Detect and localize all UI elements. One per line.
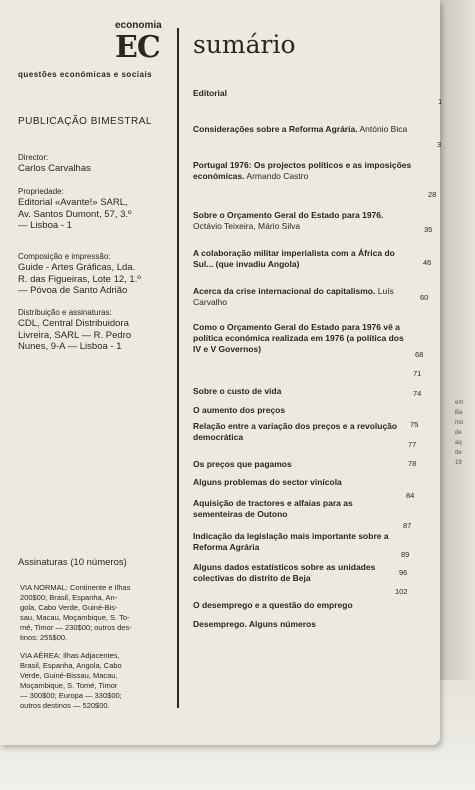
distribution-line: Nunes, 9-A — Lisboa - 1 — [18, 341, 122, 352]
distribution-line: Livreira, SARL — R. Pedro — [18, 329, 132, 341]
entry-title: O aumento dos preços — [193, 405, 286, 415]
page-number: 78 — [408, 459, 417, 468]
page-number: 96 — [399, 568, 408, 577]
owner-line: Av. Santos Dumont, 57, 3.º — [18, 208, 132, 220]
entry-author: António Bica — [359, 124, 408, 134]
page-number: 77 — [408, 440, 417, 449]
page-number: 46 — [423, 258, 432, 267]
masthead-logo: EC — [115, 30, 160, 65]
rate-line: mé, Timor — 230$00; outros des- — [20, 623, 132, 632]
page-number: 28 — [428, 190, 437, 199]
toc-entry — [193, 477, 413, 488]
toc-entry — [193, 498, 393, 520]
toc-entry — [193, 88, 413, 99]
toc-entry — [193, 562, 393, 584]
entry-title: Sobre o Orçamento Geral do Estado para 1976. — [193, 210, 384, 220]
rate-line: — 300$00; Europa — 330$00; — [20, 691, 122, 700]
page-number: 84 — [406, 491, 415, 500]
director-name: Carlos Carvalhas — [18, 163, 91, 174]
printing-line: — Póvoa de Santo Adrião — [18, 285, 128, 296]
toc-entry — [193, 322, 408, 355]
page-number: 74 — [413, 389, 422, 398]
next-page-fragment: em — [455, 400, 464, 406]
page-number: 35 — [424, 225, 433, 234]
toc-entry — [193, 248, 413, 270]
director-block — [18, 152, 173, 175]
page-number: 3 — [437, 140, 442, 149]
toc-entry — [193, 600, 388, 611]
entry-title: A colaboração militar imperialista com a África do Sul... (que invadiu Angola) — [193, 248, 395, 269]
distribution-line: CDL, Central Distribuidora — [18, 318, 129, 329]
entry-title: Alguns dados estatísticos sobre as unidades colectivas do distrito de Beja — [193, 562, 376, 583]
rate-line: VIA NORMAL: Continente e Ilhas — [20, 583, 131, 592]
rate-line: VIA AÉREA: Ilhas Adjacentes, — [20, 651, 120, 660]
toc-entry — [193, 286, 413, 308]
toc-entry — [193, 531, 393, 553]
column-divider — [177, 28, 179, 708]
rate-line: sau, Macau, Moçambique, S. To- — [20, 613, 130, 622]
entry-author: Armando Castro — [246, 171, 309, 181]
toc-entry — [193, 459, 413, 470]
rate-line: tinos: 255$00. — [20, 633, 68, 642]
next-page-fragment: Ba — [455, 410, 463, 416]
next-page-fragment: de — [455, 430, 462, 436]
entry-title: Como o Orçamento Geral do Estado para 1976 vê a política económica realizada em 1976 (a política dos IV e V Governos) — [193, 322, 404, 354]
masthead-subtitle: questões económicas e sociais — [18, 70, 153, 79]
owner-block — [18, 186, 173, 232]
distribution-label: Distribuição e assinaturas: — [18, 308, 112, 317]
toc-entry — [193, 386, 413, 397]
next-page-fragment: de — [455, 450, 462, 456]
printing-line: Guide - Artes Gráficas, Lda. — [18, 262, 136, 273]
entry-title: Alguns problemas do sector vinícola — [193, 477, 342, 487]
entry-author: Luís Carvalho — [193, 286, 394, 307]
toc-entry — [193, 210, 413, 232]
page-number: 89 — [401, 550, 410, 559]
next-page-fragment: aq — [455, 440, 462, 446]
page-number: 87 — [403, 521, 412, 530]
entry-title: Portugal 1976: Os projectos políticos e as imposições económicas. — [193, 160, 412, 181]
owner-line: — Lisboa - 1 — [18, 220, 72, 231]
air-rates — [20, 651, 170, 711]
entry-title: Editorial — [193, 88, 228, 98]
entry-title: Sobre o custo de vida — [193, 386, 282, 396]
printing-line: R. das Figueiras, Lote 12, 1.º — [18, 273, 141, 285]
entry-title: Considerações sobre a Reforma Agrária. — [193, 124, 358, 134]
rate-line: gola, Cabo Verde, Guiné-Bis- — [20, 603, 118, 612]
masthead-economia: economia — [115, 20, 162, 31]
entry-title: Os preços que pagamos — [193, 459, 292, 469]
director-label: Director: — [18, 153, 49, 162]
entry-title: Indicação da legislação mais importante sobre a Reforma Agrária — [193, 531, 389, 552]
subscriptions-title: Assinaturas (10 números) — [18, 557, 127, 568]
owner-label: Propriedade: — [18, 187, 64, 196]
page-number: 75 — [410, 420, 419, 429]
toc-entry — [193, 124, 413, 135]
publication-frequency: PUBLICAÇÃO BIMESTRAL — [18, 116, 152, 127]
toc-entry — [193, 619, 413, 630]
rate-line: Verde, Guiné-Bissau, Macau, — [20, 671, 118, 680]
entry-title: Relação entre a variação dos preços e a revolução democrática — [193, 421, 398, 442]
rate-line: 200$00; Brasil, Espanha, An- — [20, 593, 118, 602]
next-page-fragment: mo — [455, 420, 464, 426]
next-page-fragment: 19 — [455, 460, 462, 466]
rate-line: outros destinos — 520$00. — [20, 701, 110, 710]
entry-title: Aquisição de tractores e alfaias para as sementeiras de Outono — [193, 498, 353, 519]
entry-author: Octávio Teixeira, Mário Silva — [193, 221, 301, 231]
entry-title: Desemprego. Alguns números — [193, 619, 316, 629]
rate-line: Moçambique, S. Tomé, Timor — [20, 681, 118, 690]
entry-title: O desemprego e a questão do emprego — [193, 600, 353, 610]
page-number: 60 — [420, 293, 429, 302]
toc-entry — [193, 160, 413, 182]
page-number: 71 — [413, 369, 422, 378]
page-number: 1 — [438, 97, 443, 106]
entry-title: Acerca da crise internacional do capitalismo. — [193, 286, 376, 296]
normal-rates — [20, 583, 170, 643]
printing-label: Composição e impressão: — [18, 252, 111, 261]
owner-line: Editorial «Avante!» SARL, — [18, 197, 128, 208]
page-title: sumário — [193, 30, 296, 59]
toc-entry — [193, 405, 413, 416]
toc-entry — [193, 421, 398, 443]
printing-block — [18, 251, 173, 297]
distribution-block — [18, 307, 173, 353]
rate-line: Brasil, Espanha, Angola, Cabo — [20, 661, 122, 670]
page-number: 102 — [395, 587, 408, 596]
page-number: 68 — [415, 350, 424, 359]
